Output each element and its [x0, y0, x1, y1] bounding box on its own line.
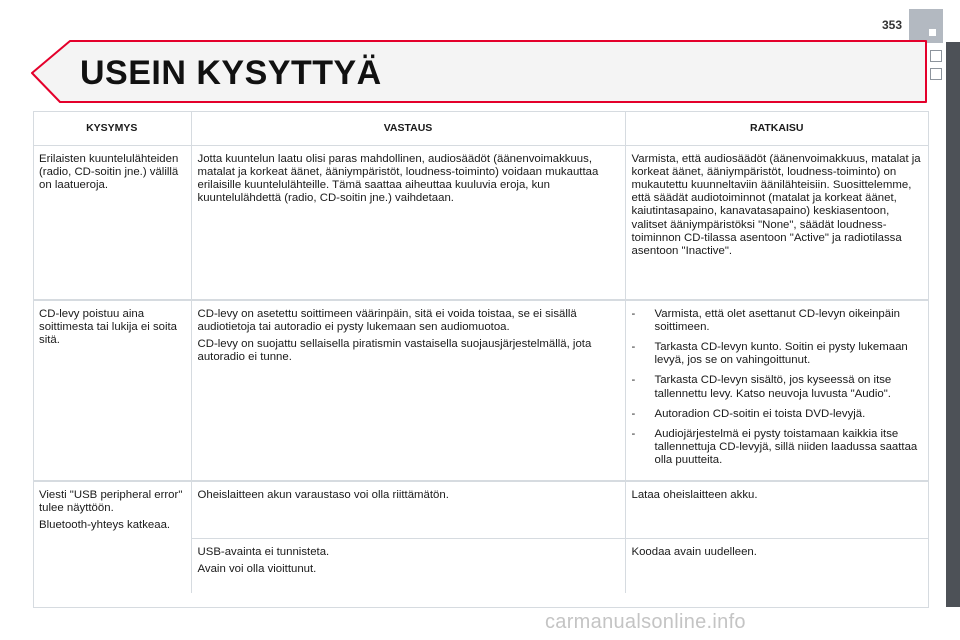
table-row [33, 146, 928, 301]
solution-list-text: Autoradion CD-soitin ei toista DVD-levyjä. [654, 407, 866, 420]
solution-list-text: Audiojärjestelmä ei pysty toistamaan kaikkia itse tallennettuja CD-levyjä, sillä niiden laadussa saattaa olla puutteita. [654, 427, 918, 466]
solution-cell [625, 300, 928, 481]
answer-text: CD-levy on asetettu soittimeen väärinpäin, sitä ei voida toistaa, se ei sisällä audiotietoja tai autoradio ei pysty lukemaan sen audiomuotoa. [197, 308, 577, 334]
question-text: CD-levy poistuu aina soittimesta tai lukija ei soita sitä. [39, 308, 178, 347]
solution-list [632, 308, 923, 467]
solution-list-item: - Autoradion CD-soitin ei toista DVD-levyjä. [631, 407, 866, 420]
header-answer: VASTAUS [191, 111, 625, 146]
corner-tab [909, 9, 943, 43]
question-cell [33, 481, 191, 593]
margin-checkbox-2 [930, 68, 942, 80]
watermark: carmanualsonline.info [545, 611, 746, 633]
solution-text: Varmista, että audiosäädöt (äänenvoimakkuus, matalat ja korkeat äänet, ääniympäristöt, loudness-toiminto) on mukautettu kuunneltaviin äänilähteisiin. Suosittelemme, että säädät audiotoiminnot (matalat ja korkeat äänet, kaiutintasapaino, kanavatasapaino) keskiasentoon, valitset ääniympäristöksi "None", säädät loudness-toiminnon CD-tilassa asentoon "Active" ja radiotilassa asentoon "Inactive". [631, 153, 921, 257]
answer-text: CD-levy on suojattu sellaisella piratismin vastaisella suojausjärjestelmällä, jota autoradio ei tunne. [197, 338, 592, 364]
solution-list-text: Tarkasta CD-levyn kunto. Soitin ei pysty lukemaan levyä, jos se on vahingoittunut. [654, 341, 908, 367]
answer-cell [191, 481, 625, 539]
solution-cell [625, 481, 928, 539]
question-cell [33, 300, 191, 481]
corner-tab-square [929, 29, 936, 36]
solution-list-item: - Tarkasta CD-levyn sisältö, jos kyseessä on itse tallennettu levy. Katso neuvoja luvusta "Audio". [631, 374, 892, 400]
answer-cell [191, 146, 625, 301]
solution-list-item: - Varmista, että olet asettanut CD-levyn oikeinpäin soittimeen. [631, 308, 900, 334]
answer-text: Jotta kuuntelun laatu olisi paras mahdollinen, audiosäädöt (äänenvoimakkuus, matalat ja korkeat äänet, ääniympäristöt, loudness-toiminto) voidaan mukauttaa erilaisille kuuntelulähteille. Tämä saattaa aiheuttaa kuuluvia eroja, kun kuuntelulähdettä (radio, CD-soitin jne.) vaihdetaan. [197, 153, 599, 205]
solution-list-text: Varmista, että olet asettanut CD-levyn oikeinpäin soittimeen. [654, 308, 900, 334]
solution-cell [625, 146, 928, 301]
solution-list-item: - Audiojärjestelmä ei pysty toistamaan kaikkia itse tallennettuja CD-levyjä, sillä niiden laadussa saattaa olla puutteita. [631, 427, 918, 466]
table-row [33, 300, 928, 481]
answer-text: Oheislaitteen akun varaustaso voi olla riittämätön. [197, 489, 449, 502]
solution-list-text: Tarkasta CD-levyn sisältö, jos kyseessä on itse tallennettu levy. Katso neuvoja luvusta "Audio". [654, 374, 892, 400]
answer-cell [191, 539, 625, 594]
faq-table [33, 111, 928, 593]
header-solution: RATKAISU [625, 111, 928, 146]
solution-text: Koodaa avain uudelleen. [631, 546, 757, 559]
solution-cell [625, 539, 928, 594]
answer-text: USB-avainta ei tunnisteta. [197, 546, 330, 559]
table-row [33, 481, 928, 539]
page-number: 353 [881, 18, 902, 32]
side-strip [946, 42, 960, 607]
question-text: Viesti "USB peripheral error" tulee näyttöön. [39, 489, 183, 515]
question-cell [33, 146, 191, 301]
page-title: USEIN KYSYTTYÄ [80, 54, 382, 92]
answer-text: Avain voi olla vioittunut. [197, 563, 317, 576]
solution-list-item: - Tarkasta CD-levyn kunto. Soitin ei pysty lukemaan levyä, jos se on vahingoittunut. [631, 341, 908, 367]
header-question: KYSYMYS [33, 111, 191, 146]
margin-checkbox-1 [930, 50, 942, 62]
answer-cell [191, 300, 625, 481]
question-text: Erilaisten kuuntelulähteiden (radio, CD-soitin jne.) välillä on laatueroja. [39, 153, 179, 192]
question-text: Bluetooth-yhteys katkeaa. [39, 519, 171, 532]
solution-text: Lataa oheislaitteen akku. [631, 489, 758, 502]
